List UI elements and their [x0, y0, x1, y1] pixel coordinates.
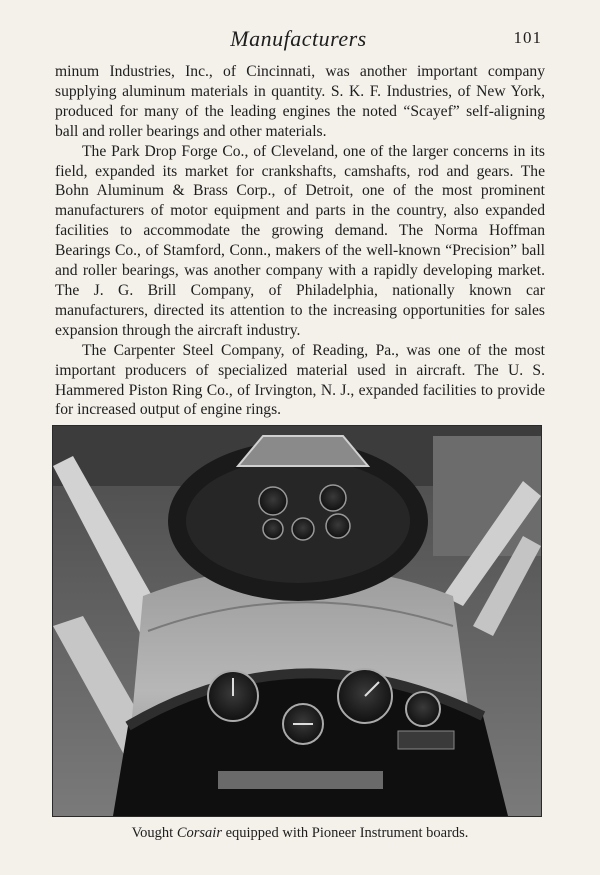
rear-gauge-icon: [406, 692, 440, 726]
front-gauge-icon: [259, 487, 287, 515]
paragraph-1: minum Industries, Inc., of Cincinnati, was another important company supplying aluminum materials in quantity. S. K. F. Industries, of New York, produced for many of the leading engines the noted “Scayef” self-aligning ball and roller bearings and other materials.: [55, 63, 545, 140]
front-gauge-icon: [320, 485, 346, 511]
caption-prefix: Vought: [131, 825, 174, 841]
caption-suffix: equipped with Pioneer Instrument boards.: [225, 825, 469, 841]
running-head: [55, 26, 542, 50]
paragraph-2: The Park Drop Forge Co., of Cleveland, one of the larger concerns in its field, expanded its market for crankshafts, camshafts, rod and gears. The Bohn Aluminum & Brass Corp., of Detroit, one of the most prominent manufacturers of motor equipment and parts in the country, also expanded facilities to accommodate the growing demand. The Norma Hoffman Bearings Co., of Stamford, Conn., makers of the well-known “Precision” ball and roller bearings, was another company with a rapidly developing market. The J. G. Brill Company, of Philadelphia, nationally known car manufacturers, directed its attention to the increasing opportunities for sales expansion through the aircraft industry.: [55, 142, 545, 339]
running-title: Manufacturers: [230, 26, 367, 51]
instrument-plate: [398, 731, 454, 749]
cockpit-photograph: [52, 425, 542, 817]
body-text: [55, 62, 545, 420]
page-number: 101: [513, 28, 542, 47]
front-gauge-icon: [292, 518, 314, 540]
caption-aircraft-name: Corsair: [176, 825, 222, 841]
paragraph-3: The Carpenter Steel Company, of Reading, Pa., was one of the most important producers of specialized material used in aircraft. The U. S. Hammered Piston Ring Co., of Irvington, N. J., expanded facilities to provide for increased output of engine rings.: [55, 341, 545, 419]
figure-caption: [0, 825, 600, 842]
cockpit-floor: [218, 771, 383, 789]
front-gauge-icon: [263, 519, 283, 539]
front-gauge-icon: [326, 514, 350, 538]
